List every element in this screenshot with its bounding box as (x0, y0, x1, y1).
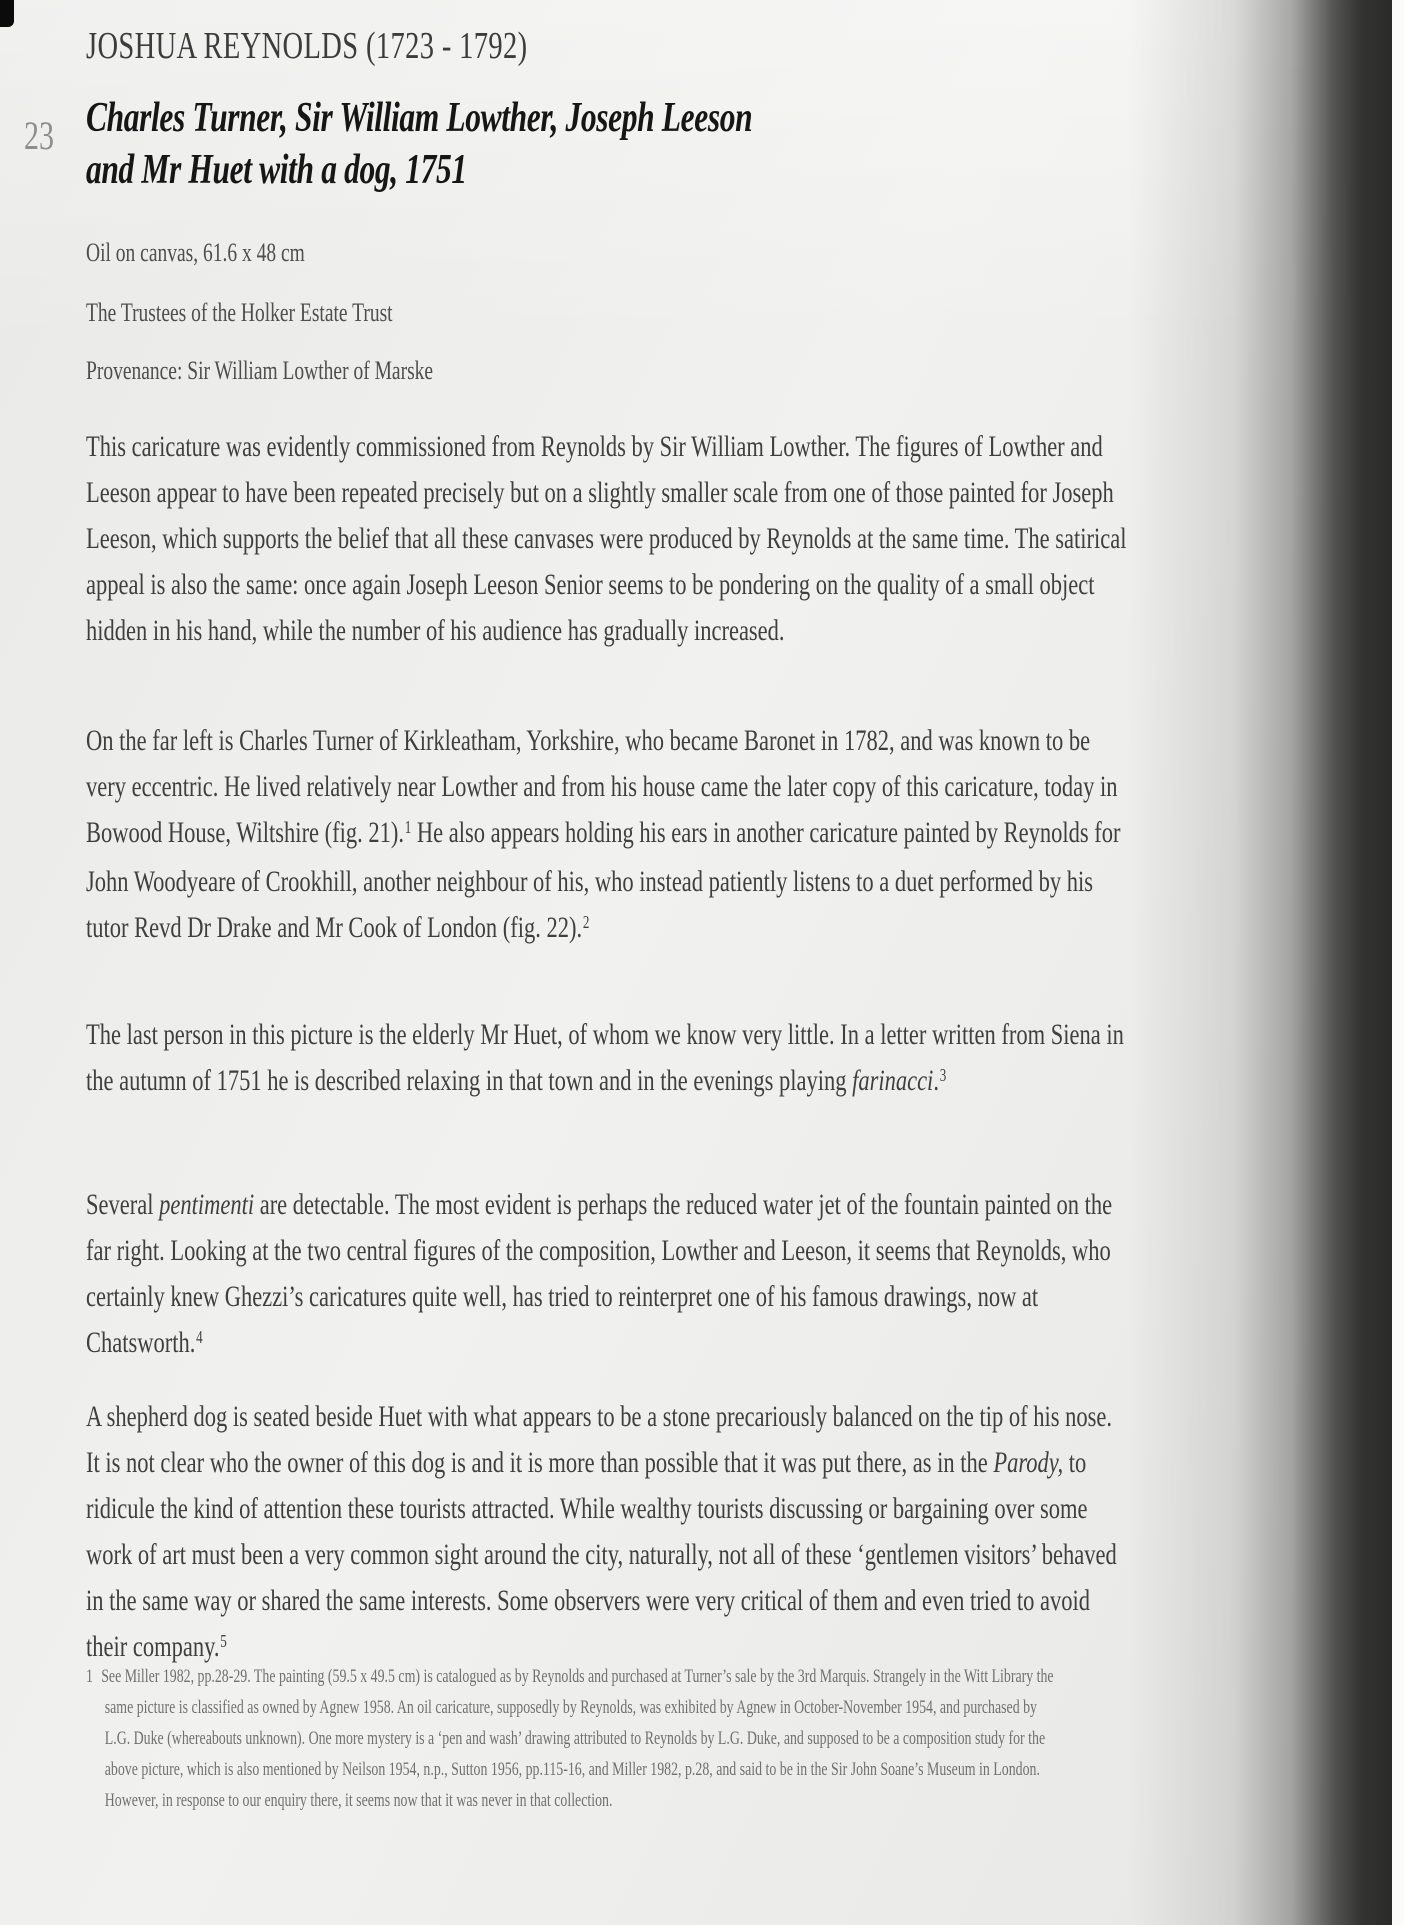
footnote-text: See Miller 1982, pp.28-29. The painting (59.5 x 49.5 cm) is catalogued as by Reynolds and purchased at Turner’s sale by the 3rd Marquis. Strangely in the Witt Library the same picture is classified as owned by Agnew 1958. An oil caricature, supposedly by Reynolds, was exhibited by Agnew in October-November 1954, and purchased by L.G. Duke (whereabouts unknown). One more mystery is a ‘pen and wash’ drawing attributed to Reynolds by L.G. Duke, and supposed to be a composition study for the above picture, which is also mentioned by Neilson 1954, n.p., Sutton 1956, pp.115-16, and Miller 1982, p.28, and said to be in the Sir John Soane’s Museum in London. However, in response to our enquiry there, it seems now that it was never in that collection. (101, 1667, 1054, 1811)
body-paragraph-5: A shepherd dog is seated beside Huet with what appears to be a stone precariously balanced on the tip of his nose. It is not clear who the owner of this dog is and it is more than possible that it was put there, as in the Parody, to ridicule the kind of attention these tourists attracted. While wealthy tourists discussing or bargaining over some work of art must been a very common sight around the city, naturally, not all of these ‘gentlemen visitors’ behaved in the same way or shared the same interests. Some observers were very critical of them and even tried to avoid their company.$^5$ (86, 1400, 1117, 1663)
scan-corner-mark (0, 0, 14, 27)
collection-line: The Trustees of the Holker Estate Trust (86, 298, 393, 327)
medium-line: Oil on canvas, 61.6 x 48 cm (86, 238, 305, 267)
body-paragraph-3: The last person in this picture is the elderly Mr Huet, of whom we know very little. In a letter written from Siena in the autumn of 1751 he is described relaxing in that town and in the evenings playing farinacci.$^3$ (86, 1018, 1124, 1097)
artwork-title-line2: and Mr Huet with a dog, 1751 (86, 147, 467, 193)
artist-header: JOSHUA REYNOLDS (1723 - 1792) (86, 25, 528, 67)
footnote-marker: 1 (86, 1667, 93, 1687)
footnote (86, 1662, 1060, 1817)
body-paragraph-4: Several pentimenti are detectable. The most evident is perhaps the reduced water jet of the fountain painted on the far right. Looking at the two central figures of the composition, Lowther and Leeson, it seems that Reynolds, who certainly knew Ghezzi’s caricatures quite well, has tried to reinterpret one of his famous drawings, now at Chatsworth.$^4$ (86, 1188, 1113, 1359)
artwork-title (86, 92, 1286, 196)
page-edge-white (1392, 0, 1404, 1925)
book-gutter-shadow (1128, 0, 1392, 1925)
artwork-title-line1: Charles Turner, Sir William Lowther, Joseph Leeson (86, 95, 753, 141)
body-paragraph-2: On the far left is Charles Turner of Kirkleatham, Yorkshire, who became Baronet in 1782, and was known to be very eccentric. He lived relatively near Lowther and from his house came the later copy of this caricature, today in Bowood House, Wiltshire (fig. 21).$^1$ He also appears holding his ears in another caricature painted by Reynolds for John Woodyeare of Crookhill, another neighbour of his, who instead patiently listens to a duet performed by his tutor Revd Dr Drake and Mr Cook of London (fig. 22).$^2$ (86, 724, 1121, 944)
body-paragraph-1: This caricature was evidently commissioned from Reynolds by Sir William Lowther. The figures of Lowther and Leeson appear to have been repeated precisely but on a slightly smaller scale from one of those painted for Joseph Leeson, which supports the belief that all these canvases were produced by Reynolds at the same time. The satirical appeal is also the same: once again Joseph Leeson Senior seems to be pondering on the quality of a small object hidden in his hand, while the number of his audience has gradually increased. (86, 430, 1127, 647)
catalogue-number: 23 (24, 113, 54, 158)
provenance-line: Provenance: Sir William Lowther of Marske (86, 356, 434, 385)
